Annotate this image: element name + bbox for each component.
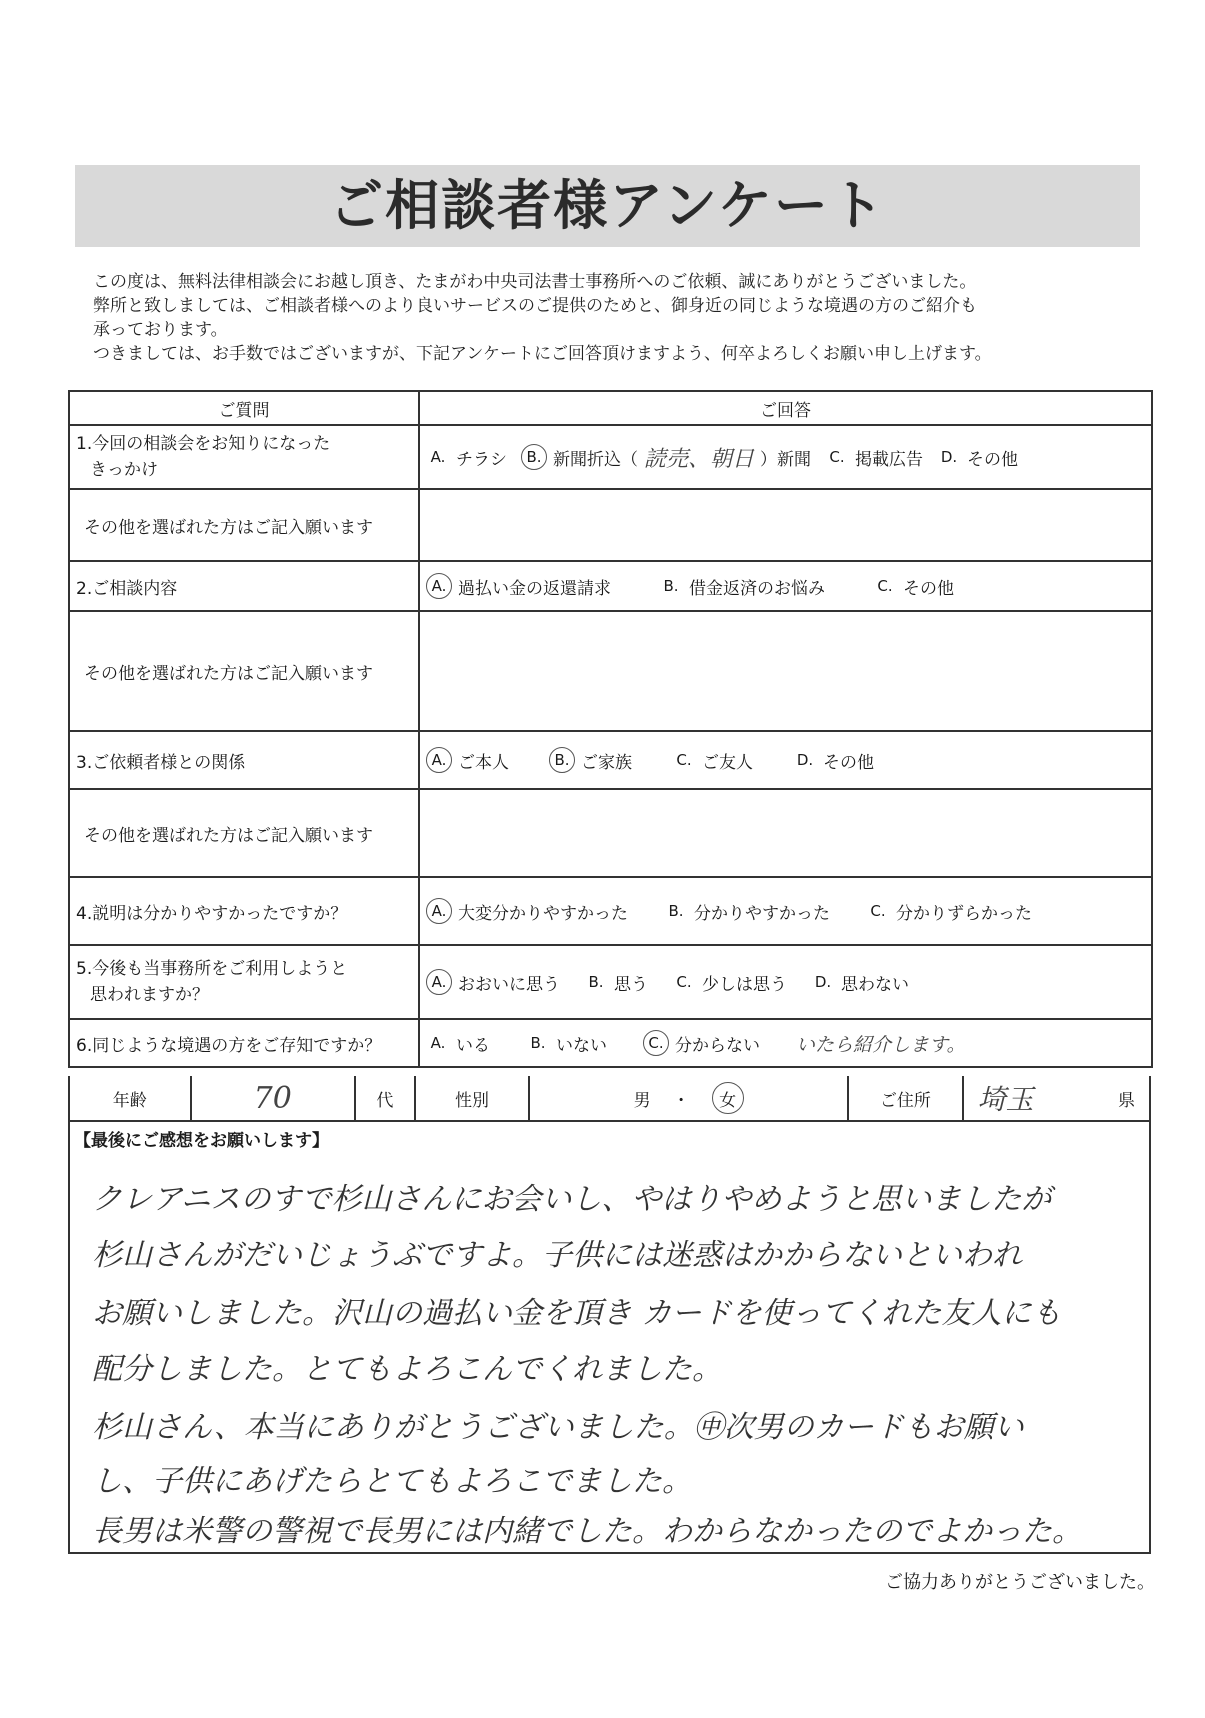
gender-label: 性別 <box>416 1076 531 1120</box>
q2-other-field[interactable] <box>419 611 1152 731</box>
q2-option-b[interactable]: B. 借金返済のお悩み <box>663 577 825 599</box>
q6-option-b[interactable]: B. いない <box>530 1034 607 1056</box>
gender-male[interactable]: 男 <box>633 1090 651 1111</box>
intro-line: つきましては、お手数ではございますが、下記アンケートにご回答頂けますよう、何卒よろしくお願い申し上げます。 <box>93 344 992 364</box>
closing-thanks: ご協力ありがとうございました。 <box>885 1572 1155 1593</box>
q3-other-label: その他を選ばれた方はご記入願います <box>69 789 419 877</box>
gender-options[interactable] <box>530 1076 849 1120</box>
q1-option-a[interactable]: A. チラシ <box>430 448 507 470</box>
page-title: ご相談者様アンケート <box>329 174 886 237</box>
intro-line: 承っております。 <box>93 320 228 340</box>
answer-4 <box>419 877 1152 945</box>
q6-option-a[interactable]: A. いる <box>430 1034 490 1056</box>
address-field[interactable] <box>964 1076 1149 1120</box>
q4-option-b[interactable]: B. 分かりやすかった <box>668 902 830 924</box>
q2-other-label: その他を選ばれた方はご記入願います <box>69 611 419 731</box>
answer-1 <box>419 425 1152 489</box>
age-label: 年齢 <box>70 1076 192 1120</box>
q2-option-a[interactable]: A. 過払い金の返還請求 <box>426 573 611 599</box>
gender-female[interactable]: 女 <box>712 1082 744 1114</box>
question-6: 6.同じような境遇の方をご存知ですか？ <box>69 1019 419 1067</box>
question-1: 1.今回の相談会をお知りになった きっかけ <box>69 425 419 489</box>
q6-handwritten-note: いたら紹介します。 <box>796 1033 966 1056</box>
q1-option-b[interactable]: B. 新聞折込（ 読売、朝日 ）新聞 <box>521 442 811 473</box>
intro-line: 弊所と致しましては、ご相談者様へのより良いサービスのご提供のためと、御身近の同じような境遇の方のご紹介も <box>93 296 977 316</box>
q3-option-a[interactable]: A. ご本人 <box>426 747 509 773</box>
feedback-line: 杉山さん、本当にありがとうございました。㊥次男のカードもお願い <box>92 1410 1024 1445</box>
q3-option-c[interactable]: C. ご友人 <box>676 751 753 773</box>
address-suffix: 県 <box>1118 1090 1135 1111</box>
q1-handwritten-newspapers: 読売、朝日 <box>644 446 755 472</box>
question-3: 3.ご依頼者様との関係 <box>69 731 419 789</box>
q6-option-c[interactable]: C. 分からない <box>643 1030 760 1056</box>
feedback-line: クレアニスのすで杉山さんにお会いし、やはりやめようと思いましたが <box>92 1182 1052 1217</box>
feedback-title: 【最後にご感想をお願いします】 <box>74 1131 329 1151</box>
feedback-line: お願いしました。沢山の過払い金を頂き カードを使ってくれた友人にも <box>92 1296 1062 1331</box>
respondent-info <box>68 1076 1151 1122</box>
q4-option-c[interactable]: C. 分かりずらかった <box>870 902 1032 924</box>
feedback-box[interactable] <box>68 1122 1151 1554</box>
intro-text <box>93 270 1123 366</box>
q3-option-d[interactable]: D. その他 <box>796 751 874 773</box>
q5-option-a[interactable]: A. おおいに思う <box>426 969 560 995</box>
q3-other-field[interactable] <box>419 789 1152 877</box>
survey-table <box>68 390 1151 1068</box>
answer-6 <box>419 1019 1152 1067</box>
q3-option-b[interactable]: B. ご家族 <box>549 747 632 773</box>
q1-other-label: その他を選ばれた方はご記入願います <box>69 489 419 561</box>
q1-other-field[interactable] <box>419 489 1152 561</box>
address-label: ご住所 <box>849 1076 964 1120</box>
feedback-line: 長男は米警の警視で長男には内緒でした。わからなかったのでよかった。 <box>92 1514 1082 1549</box>
age-value[interactable]: 70 <box>192 1076 356 1120</box>
q1-option-c[interactable]: C. 掲載広告 <box>829 448 924 470</box>
feedback-line: 杉山さんがだいじょうぶですよ。子供には迷惑はかからないといわれ <box>92 1238 1022 1273</box>
age-suffix: 代 <box>356 1076 416 1120</box>
intro-line: この度は、無料法律相談会にお越し頂き、たまがわ中央司法書士事務所へのご依頼、誠にありがとうございました。 <box>93 272 977 292</box>
feedback-line: 配分しました。とてもよろこんでくれました。 <box>92 1352 722 1387</box>
q5-option-c[interactable]: C. 少しは思う <box>676 973 787 995</box>
answer-3 <box>419 731 1152 789</box>
answer-5 <box>419 945 1152 1019</box>
question-2: 2.ご相談内容 <box>69 561 419 611</box>
gender-separator: ・ <box>672 1090 690 1111</box>
question-4: 4.説明は分かりやすかったですか？ <box>69 877 419 945</box>
q1-option-d[interactable]: D. その他 <box>940 448 1019 470</box>
address-value: 埼玉 <box>977 1083 1034 1116</box>
question-header: ご質問 <box>69 391 419 425</box>
question-5: 5.今後も当事務所をご利用しようと 思われますか？ <box>69 945 419 1019</box>
q2-option-c[interactable]: C. その他 <box>877 577 954 599</box>
q5-option-b[interactable]: B. 思う <box>588 973 648 995</box>
feedback-line: し、子供にあげたらとてもよろこでました。 <box>92 1464 692 1499</box>
q5-option-d[interactable]: D. 思わない <box>814 973 909 995</box>
answer-header: ご回答 <box>419 391 1152 425</box>
answer-2 <box>419 561 1152 611</box>
q4-option-a[interactable]: A. 大変分かりやすかった <box>426 898 628 924</box>
